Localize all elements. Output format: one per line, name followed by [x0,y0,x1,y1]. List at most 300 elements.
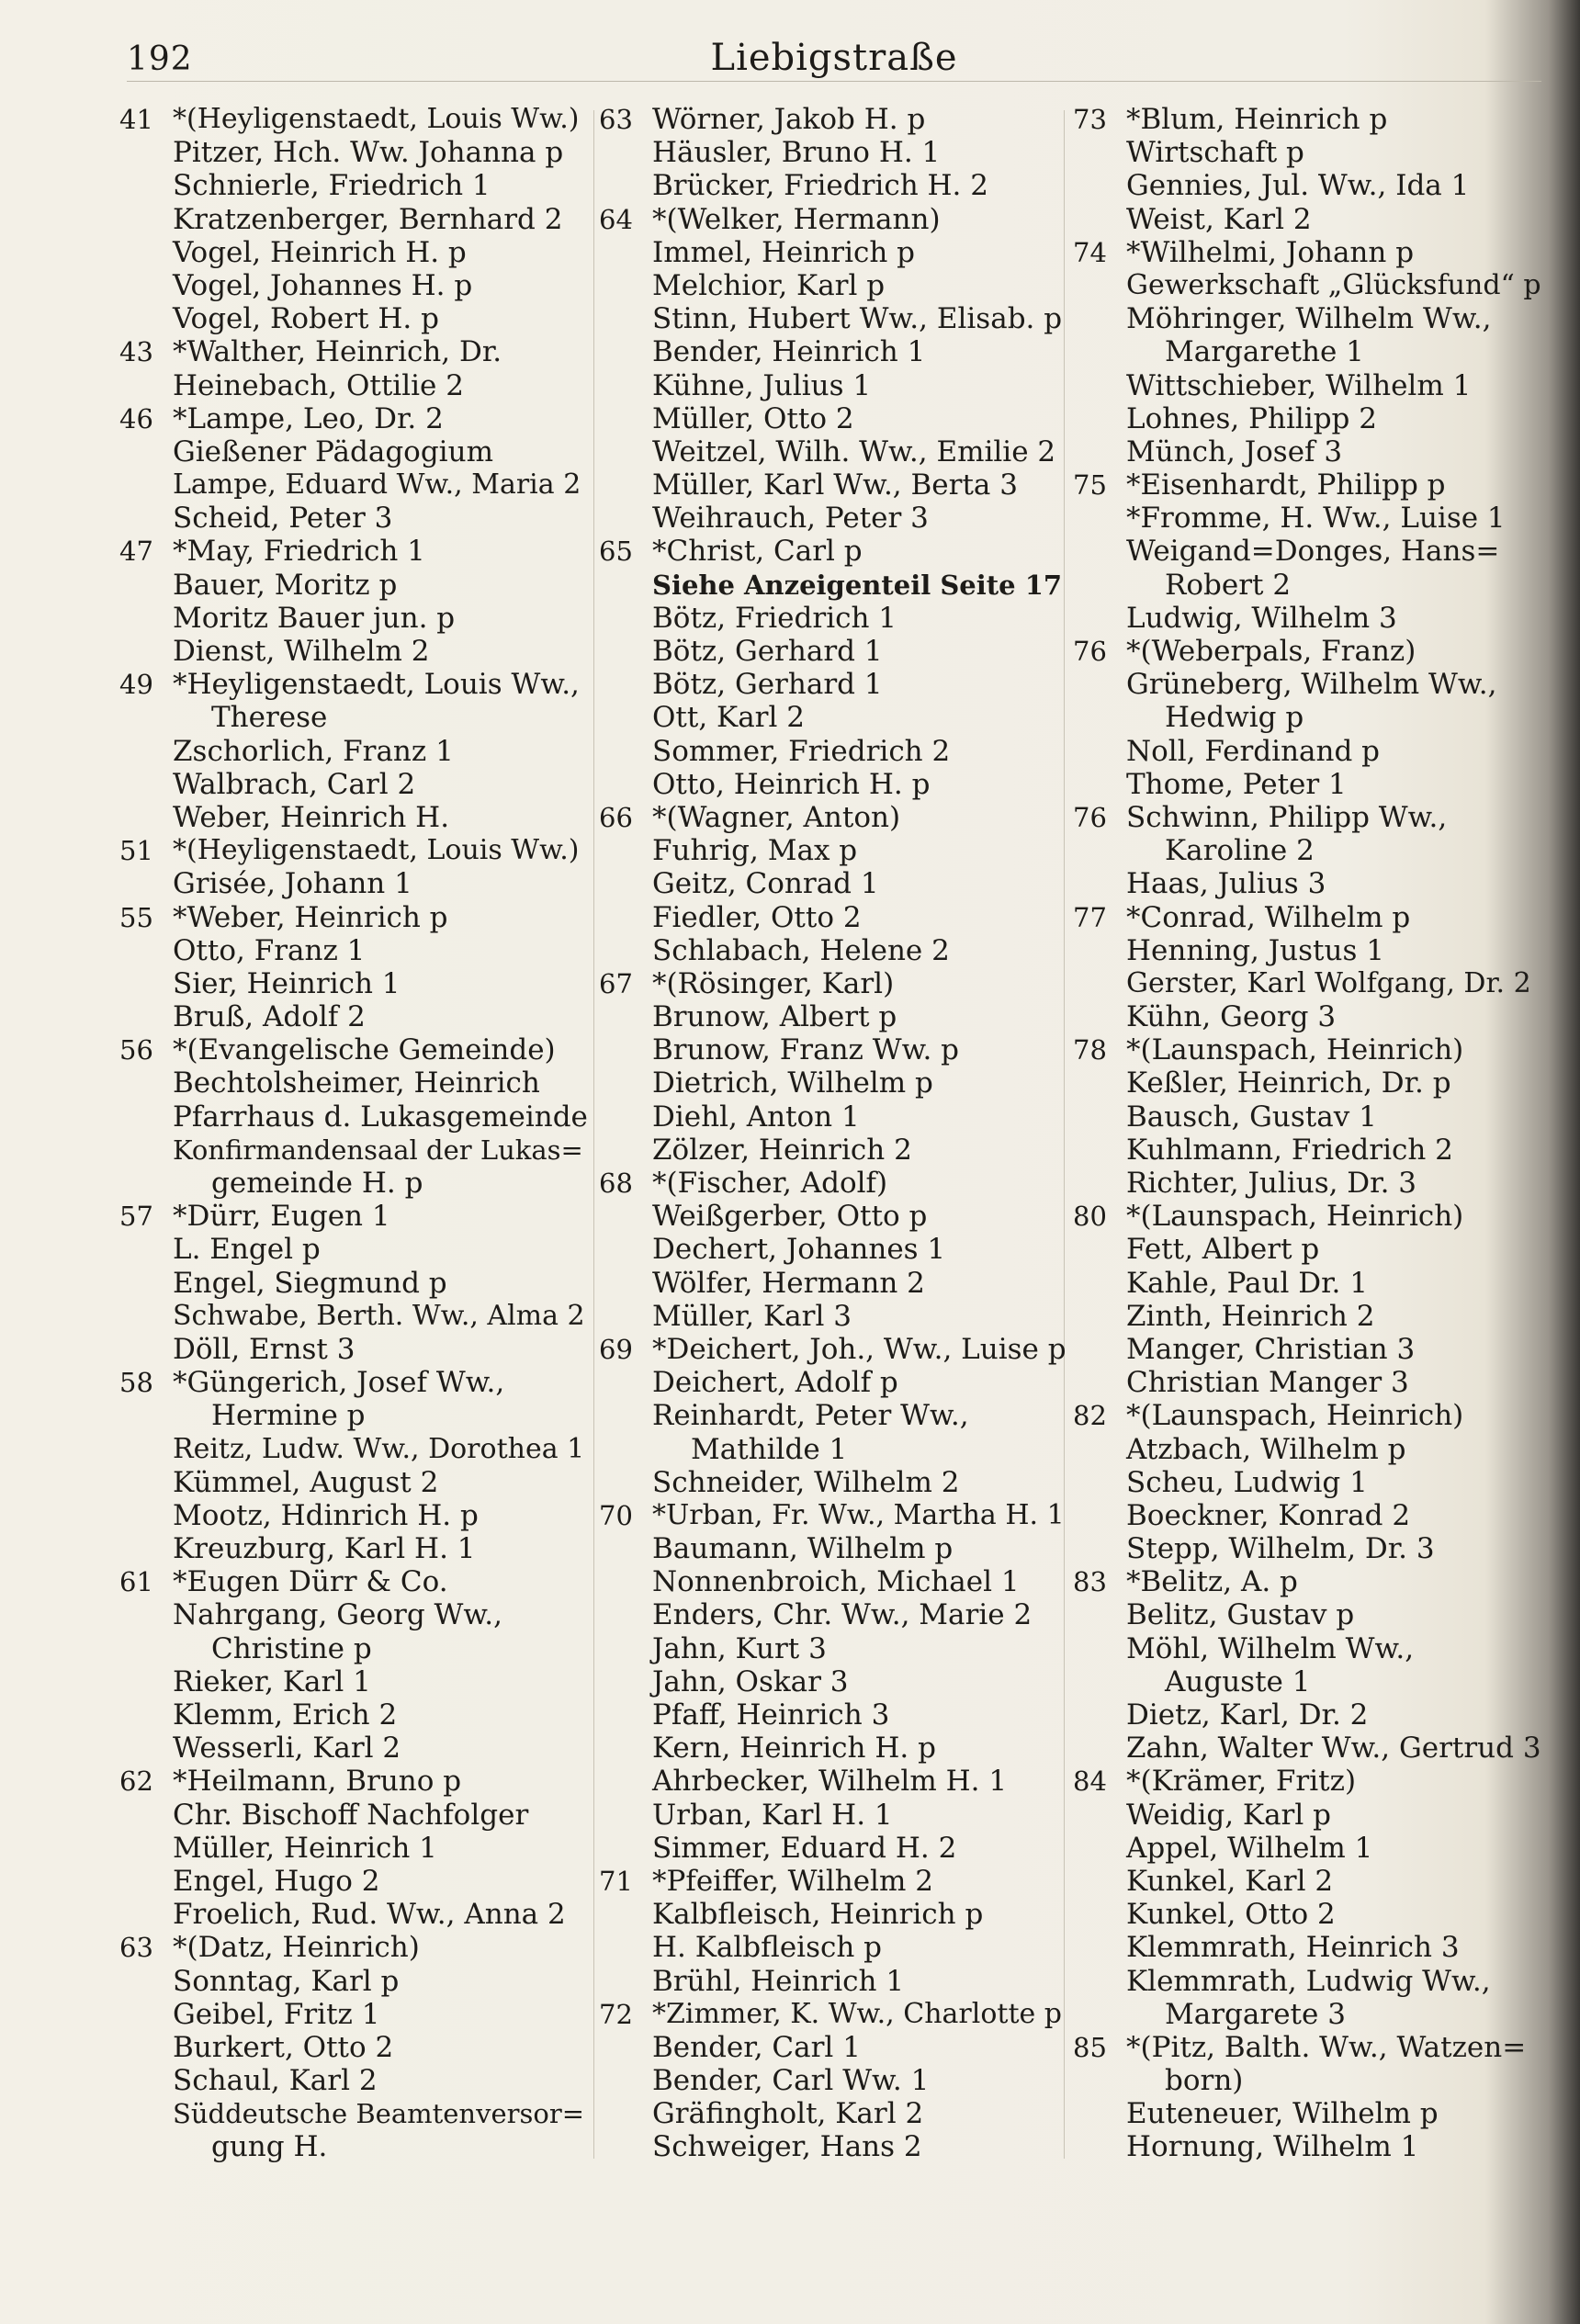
directory-entry [599,1100,1069,1134]
directory-entry [599,1267,1069,1300]
directory-entry [599,1998,1069,2031]
directory-entry [119,1799,588,1832]
directory-entry [119,1832,588,1865]
directory-entry [119,1632,588,1665]
directory-entry [119,1267,588,1300]
resident-name: *Weber, Heinrich p [173,900,448,934]
directory-entry [599,269,1069,302]
directory-entry [1073,1333,1541,1366]
resident-name: Fiedler, Otto 2 [652,900,862,934]
directory-entry [1073,635,1541,668]
directory-entry [119,435,588,468]
resident-name: Dietrich, Wilhelm p [652,1066,933,1100]
resident-name: Dietz, Karl, Dr. 2 [1126,1698,1369,1732]
house-number: 62 [119,1766,153,1798]
resident-name: Bender, Carl 1 [652,2030,861,2064]
directory-entry [1073,1565,1541,1598]
resident-name: *Christ, Carl p [652,535,863,569]
house-number: 78 [1073,1034,1107,1066]
directory-entry [599,302,1069,335]
resident-name: Münch, Josef 3 [1126,434,1343,468]
directory-entry [599,1000,1069,1033]
resident-name: Grüneberg, Wilhelm Ww., [1126,668,1497,702]
directory-entry [1073,1366,1541,1399]
directory-entry [599,502,1069,535]
directory-entry [599,236,1069,269]
house-number: 63 [119,1932,153,1964]
directory-entry [119,834,588,867]
resident-name: Müller, Karl 3 [652,1299,852,1333]
resident-name: Melchior, Karl p [652,268,886,302]
house-number: 72 [599,1998,633,2030]
directory-entry [1073,1965,1541,1998]
resident-name: Euteneuer, Wilhelm p [1126,2097,1439,2131]
resident-name: *(Evangelische Gemeinde) [173,1033,556,1067]
directory-entry [119,1965,588,1998]
resident-name: Weigand=Donges, Hans= [1126,535,1500,569]
resident-name: Otto, Heinrich H. p [652,767,931,801]
directory-entry [1073,1865,1541,1898]
directory-entry [599,701,1069,734]
resident-name: Schneider, Wilhelm 2 [652,1465,960,1499]
resident-name: Henning, Justus 1 [1126,933,1384,967]
resident-name: Chr. Bischoff Nachfolger [173,1798,529,1832]
resident-name: *(Heyligenstaedt, Louis Ww.) [173,103,580,135]
directory-entry [119,1433,588,1466]
directory-entry [1073,1799,1541,1832]
directory-entry [119,2130,588,2163]
directory-entry [1073,1433,1541,1466]
directory-entry [1073,1898,1541,1931]
directory-entry [1073,934,1541,967]
directory-entry [119,701,588,734]
resident-name: Kuhlmann, Friedrich 2 [1126,1133,1453,1167]
directory-entry [599,934,1069,967]
resident-name: Zinth, Heinrich 2 [1126,1299,1375,1333]
directory-entry [119,369,588,402]
house-number: 63 [599,104,633,135]
resident-name: *(Welker, Hermann) [652,202,941,236]
resident-name: *Dürr, Eugen 1 [173,1200,390,1234]
house-number: 56 [119,1034,153,1066]
resident-name: Sier, Heinrich 1 [173,966,401,1000]
directory-column-2 [599,103,1069,2164]
directory-entry [119,602,588,635]
house-number: 80 [1073,1201,1107,1233]
directory-entry [599,1300,1069,1333]
house-number: 85 [1073,2031,1107,2063]
resident-name: Kunkel, Karl 2 [1126,1864,1334,1898]
resident-name: Weidig, Karl p [1126,1798,1331,1832]
directory-entry [119,1399,588,1432]
resident-name: Karoline 2 [1165,834,1315,868]
resident-name: Brücker, Friedrich H. 2 [652,169,988,203]
directory-entry [119,2064,588,2097]
resident-name: *Urban, Fr. Ww., Martha H. 1 [652,1498,1065,1531]
resident-name: *Fromme, H. Ww., Luise 1 [1126,502,1506,536]
resident-name: Noll, Ferdinand p [1126,734,1381,768]
directory-entry [1073,668,1541,701]
house-number: 71 [599,1865,633,1897]
directory-entry [1073,1134,1541,1167]
resident-name: Atzbach, Wilhelm p [1126,1432,1406,1466]
resident-name: Pitzer, Hch. Ww. Johanna p [173,136,564,170]
directory-entry [1073,1267,1541,1300]
resident-name: *(Weberpals, Franz) [1126,635,1416,668]
directory-entry [119,1366,588,1399]
house-number: 61 [119,1566,153,1598]
directory-entry [599,668,1069,701]
resident-name: Weihrauch, Peter 3 [652,502,929,536]
resident-name: Kalbfleisch, Heinrich p [652,1898,984,1932]
directory-entry [1073,1100,1541,1134]
house-number: 58 [119,1367,153,1399]
resident-name: Boeckner, Konrad 2 [1126,1498,1411,1532]
directory-entry [1073,967,1541,1000]
directory-entry [119,1233,588,1266]
column-divider [593,110,594,2159]
resident-name: Kunkel, Otto 2 [1126,1898,1336,1932]
directory-entry [599,2097,1069,2130]
resident-name: Scheu, Ludwig 1 [1126,1465,1368,1499]
directory-entry [599,867,1069,900]
directory-entry [1073,1167,1541,1200]
directory-entry [1073,834,1541,867]
house-number: 49 [119,669,153,701]
directory-entry [599,801,1069,834]
resident-name: born) [1165,2064,1244,2098]
directory-entry [1073,867,1541,900]
directory-entry [599,203,1069,236]
directory-entry [119,1134,588,1167]
directory-entry [599,1466,1069,1499]
directory-entry [119,1898,588,1931]
directory-entry [599,569,1069,602]
directory-entry [599,1732,1069,1765]
resident-name: Geitz, Conrad 1 [652,867,879,901]
resident-name: Engel, Siegmund p [173,1266,447,1300]
directory-entry [1073,1532,1541,1565]
resident-name: Zahn, Walter Ww., Gertrud 3 [1126,1732,1541,1766]
directory-entry [119,335,588,368]
resident-name: *Belitz, A. p [1126,1565,1298,1599]
resident-name: *(Wagner, Anton) [652,800,901,834]
house-number: 73 [1073,104,1107,135]
resident-name: Fett, Albert p [1126,1233,1320,1267]
house-number: 64 [599,203,633,235]
resident-name: Gennies, Jul. Ww., Ida 1 [1126,169,1470,203]
house-number: 68 [599,1168,633,1199]
resident-name: Bauer, Moritz p [173,568,398,602]
directory-entry [1073,602,1541,635]
directory-entry [119,768,588,801]
resident-name: Bötz, Friedrich 1 [652,601,897,635]
resident-name: Ludwig, Wilhelm 3 [1126,601,1397,635]
house-number: 46 [119,402,153,434]
directory-entry [599,602,1069,635]
resident-name: Bender, Carl Ww. 1 [652,2064,930,2098]
resident-name: Robert 2 [1165,568,1292,602]
directory-entry [119,169,588,202]
resident-name: Grisée, Johann 1 [173,867,412,901]
page-title: Liebigstraße [710,37,958,79]
house-number: 77 [1073,901,1107,933]
resident-name: Dienst, Wilhelm 2 [173,635,430,668]
resident-name: Müller, Otto 2 [652,401,854,435]
resident-name: Auguste 1 [1165,1664,1311,1698]
directory-entry [1073,2097,1541,2130]
resident-name: Reitz, Ludw. Ww., Dorothea 1 [173,1432,585,1465]
directory-entry [1073,1931,1541,1964]
resident-name: Reinhardt, Peter Ww., [652,1399,969,1433]
resident-name: Manger, Christian 3 [1126,1332,1416,1366]
directory-entry [119,1200,588,1233]
directory-entry [1073,236,1541,269]
directory-entry [1073,1998,1541,2031]
resident-name: Gewerkschaft „Glücksfund“ p [1126,268,1541,301]
resident-name: Froelich, Rud. Ww., Anna 2 [173,1898,566,1932]
house-number: 82 [1073,1400,1107,1432]
resident-name: Konfirmandensaal der Lukas= [173,1134,583,1166]
directory-entry [119,1665,588,1698]
directory-entry [599,369,1069,402]
resident-name: Schlabach, Helene 2 [652,933,950,967]
directory-entry [1073,735,1541,768]
directory-entry [119,1532,588,1565]
directory-entry [119,1499,588,1532]
resident-name: Wölfer, Hermann 2 [652,1266,925,1300]
directory-entry [599,1632,1069,1665]
resident-name: gung H. [211,2130,328,2164]
resident-name: Margarethe 1 [1165,335,1364,369]
resident-name: Lampe, Eduard Ww., Maria 2 [173,468,581,502]
resident-name: *(Launspach, Heinrich) [1126,1200,1464,1234]
resident-name: Vogel, Heinrich H. p [173,235,467,269]
resident-name: Weitzel, Wilh. Ww., Emilie 2 [652,434,1056,468]
directory-entry [119,203,588,236]
directory-entry [119,668,588,701]
resident-name: *(Fischer, Adolf) [652,1167,888,1200]
house-number: 76 [1073,801,1107,833]
resident-name: *Eugen Dürr & Co. [173,1565,448,1599]
resident-name: Jahn, Kurt 3 [652,1631,827,1665]
directory-entry [119,1732,588,1765]
resident-name: Kreuzburg, Karl H. 1 [173,1532,476,1566]
directory-entry [119,801,588,834]
resident-name: Bruß, Adolf 2 [173,1000,366,1034]
directory-entry [1073,1399,1541,1432]
resident-name: Pfarrhaus d. Lukasgemeinde [173,1100,588,1134]
resident-name: Fuhrig, Max p [652,834,858,868]
resident-name: *(Heyligenstaedt, Louis Ww.) [173,834,580,867]
directory-entry [1073,1033,1541,1066]
directory-entry [599,1865,1069,1898]
directory-entry [599,1832,1069,1865]
resident-name: Bötz, Gerhard 1 [652,635,883,668]
directory-entry [119,1698,588,1732]
resident-name: Wirtschaft p [1126,136,1304,170]
resident-name: Keßler, Heinrich, Dr. p [1126,1066,1451,1100]
house-number: 57 [119,1201,153,1233]
resident-name: Stinn, Hubert Ww., Elisab. p [652,302,1063,336]
resident-name: Belitz, Gustav p [1126,1598,1355,1632]
directory-column-1 [119,103,588,2164]
directory-entry [119,236,588,269]
directory-entry [599,169,1069,202]
resident-name: Kern, Heinrich H. p [652,1732,936,1766]
directory-entry [1073,402,1541,435]
resident-name: *(Pitz, Balth. Ww., Watzen= [1126,2030,1527,2064]
resident-name: Ott, Karl 2 [652,701,805,735]
resident-name: Brunow, Albert p [652,1000,897,1034]
resident-name: Schaul, Karl 2 [173,2064,378,2098]
resident-name: *(Launspach, Heinrich) [1126,1399,1464,1433]
resident-name: *Pfeiffer, Wilhelm 2 [652,1864,933,1898]
resident-name: Ahrbecker, Wilhelm H. 1 [652,1765,1008,1799]
directory-entry [599,1033,1069,1066]
resident-name: Deichert, Adolf p [652,1366,898,1400]
directory-entry [119,2097,588,2130]
resident-name: Bausch, Gustav 1 [1126,1100,1377,1134]
resident-name: L. Engel p [173,1233,321,1267]
directory-entry [599,735,1069,768]
resident-name: Stepp, Wilhelm, Dr. 3 [1126,1532,1435,1566]
directory-entry [1073,269,1541,302]
directory-entry [1073,1698,1541,1732]
directory-entry [119,1100,588,1134]
directory-entry [599,1066,1069,1100]
resident-name: Kratzenberger, Bernhard 2 [173,202,563,236]
directory-entry [599,435,1069,468]
house-number: 67 [599,967,633,999]
house-number: 43 [119,336,153,368]
directory-entry [1073,901,1541,934]
directory-entry [1073,1066,1541,1100]
directory-entry [1073,1000,1541,1033]
resident-name: *Wilhelmi, Johann p [1126,235,1415,269]
directory-entry [119,735,588,768]
resident-name: Gerster, Karl Wolfgang, Dr. 2 [1126,966,1531,999]
directory-entry [599,535,1069,568]
resident-name: *Walther, Heinrich, Dr. [173,335,502,369]
directory-entry [599,967,1069,1000]
directory-entry [1073,569,1541,602]
directory-entry [599,1200,1069,1233]
directory-entry [599,1765,1069,1798]
directory-entry [119,136,588,169]
resident-name: Bötz, Gerhard 1 [652,668,883,702]
directory-entry [119,402,588,435]
directory-entry [1073,1466,1541,1499]
resident-name: Lohnes, Philipp 2 [1126,401,1377,435]
resident-name: *(Krämer, Fritz) [1126,1765,1357,1799]
directory-entry [119,302,588,335]
resident-name: Moritz Bauer jun. p [173,601,456,635]
directory-column-3 [1073,103,1541,2164]
resident-name: Schwinn, Philipp Ww., [1126,800,1448,834]
resident-name: Schnierle, Friedrich 1 [173,169,491,203]
resident-name: Heinebach, Ottilie 2 [173,368,464,402]
directory-entry [1073,2130,1541,2163]
directory-entry [119,934,588,967]
directory-entry [1073,535,1541,568]
directory-entry [1073,435,1541,468]
directory-entry [1073,302,1541,335]
resident-name: *Zimmer, K. Ww., Charlotte p [652,1997,1063,2030]
house-number: 74 [1073,236,1107,268]
directory-entry [119,1998,588,2031]
resident-name: Baumann, Wilhelm p [652,1532,954,1566]
resident-name: Zschorlich, Franz 1 [173,734,454,768]
directory-entry [599,1433,1069,1466]
resident-name: Wörner, Jakob H. p [652,103,926,136]
directory-entry [599,1565,1069,1598]
directory-entry [1073,335,1541,368]
resident-name: Thome, Peter 1 [1126,767,1347,801]
resident-name: Vogel, Johannes H. p [173,268,473,302]
resident-name: Klemmrath, Heinrich 3 [1126,1931,1460,1965]
house-number: 55 [119,901,153,933]
resident-name: Zölzer, Heinrich 2 [652,1133,912,1167]
directory-entry [119,867,588,900]
house-number: 65 [599,536,633,568]
directory-entry [119,468,588,502]
resident-name: Richter, Julius, Dr. 3 [1126,1167,1417,1200]
resident-name: Weist, Karl 2 [1126,202,1312,236]
house-number: 70 [599,1499,633,1531]
resident-name: Hedwig p [1165,701,1304,735]
resident-name: Brunow, Franz Ww. p [652,1033,959,1067]
resident-name: Sonntag, Karl p [173,1964,400,1998]
directory-entry [1073,136,1541,169]
resident-name: *Lampe, Leo, Dr. 2 [173,401,444,435]
directory-entry [599,2130,1069,2163]
directory-entry [599,402,1069,435]
directory-entry [599,1366,1069,1399]
resident-name: *Blum, Heinrich p [1126,103,1388,136]
resident-name: *Heyligenstaedt, Louis Ww., [173,668,580,702]
resident-name: Schwabe, Berth. Ww., Alma 2 [173,1299,585,1332]
directory-entry [1073,801,1541,834]
resident-name: Margarete 3 [1165,1997,1346,2031]
directory-entry [119,1300,588,1333]
resident-name: Nonnenbroich, Michael 1 [652,1565,1020,1599]
resident-name: Therese [211,701,328,735]
directory-entry [599,335,1069,368]
resident-name: Jahn, Oskar 3 [652,1664,849,1698]
resident-name: Mootz, Hdinrich H. p [173,1498,479,1532]
house-number: 51 [119,835,153,867]
resident-name: Christian Manger 3 [1126,1366,1409,1400]
directory-entry [599,1665,1069,1698]
directory-entry [119,1466,588,1499]
resident-name: Klemmrath, Ludwig Ww., [1126,1964,1491,1998]
resident-name: Scheid, Peter 3 [173,502,393,536]
directory-entry [599,1698,1069,1732]
directory-entry [599,1799,1069,1832]
directory-entry [119,1333,588,1366]
resident-name: *Güngerich, Josef Ww., [173,1366,505,1400]
house-number: 47 [119,536,153,568]
resident-name: *(Datz, Heinrich) [173,1931,420,1965]
directory-entry [1073,1665,1541,1698]
directory-entry [119,635,588,668]
resident-name: Hermine p [211,1399,366,1433]
directory-entry [1073,103,1541,136]
resident-name: *Heilmann, Bruno p [173,1765,462,1799]
resident-name: Urban, Karl H. 1 [652,1798,893,1832]
directory-entry [1073,1732,1541,1765]
